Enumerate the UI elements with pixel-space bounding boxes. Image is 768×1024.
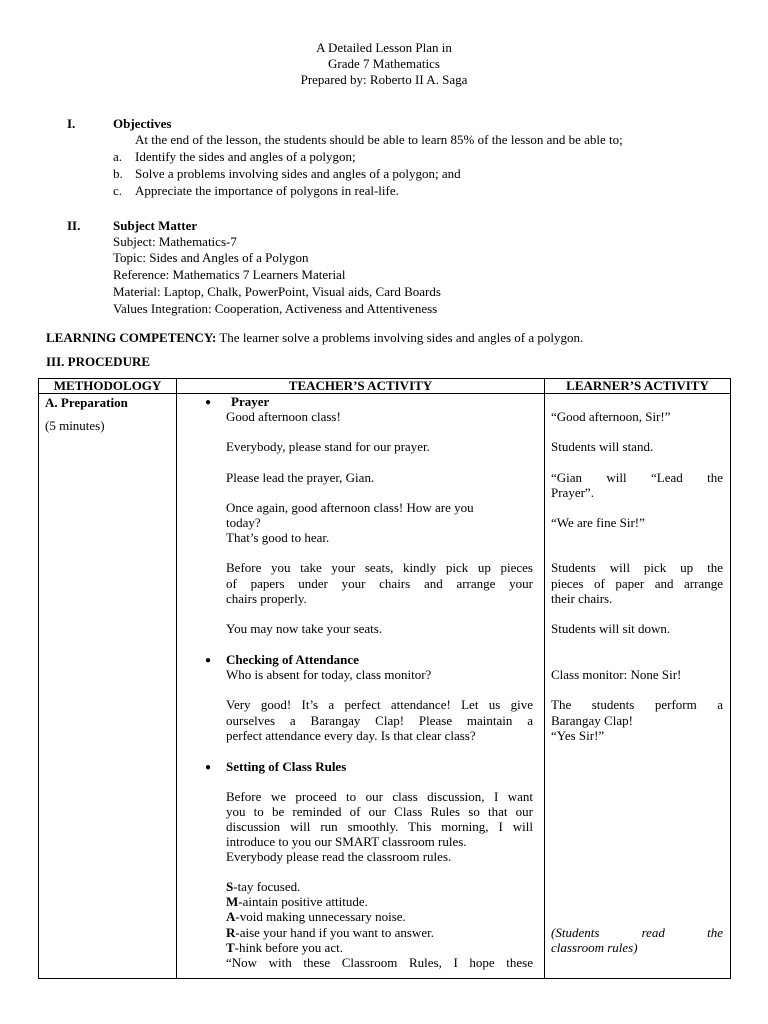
teacher-rules-4: introduce to you our SMART classroom rules.	[226, 834, 467, 849]
attendance-bullet-icon: ●	[205, 655, 212, 666]
teacher-greeting: Good afternoon class!	[226, 409, 341, 424]
learner-pick-1: Students will pick up the	[551, 560, 723, 575]
procedure-table	[38, 378, 731, 979]
smart-text: -aise your hand if you want to answer.	[235, 925, 434, 940]
learner-lead-1: “Gian will “Lead the	[551, 470, 723, 485]
teacher-seats-2: of papers under your chairs and arrange your	[226, 576, 533, 591]
smart-letter: T	[226, 940, 235, 955]
learner-pick-3: their chairs.	[551, 591, 613, 606]
teacher-once-again-2: today?	[226, 515, 261, 530]
teacher-lead: Please lead the prayer, Gian.	[226, 470, 375, 485]
teacher-activity-cell	[177, 394, 545, 979]
smart-letter: A	[226, 909, 236, 924]
learner-read-2: classroom rules)	[551, 940, 638, 955]
smart-rule-a	[226, 909, 406, 925]
objective-c: Appreciate the importance of polygons in real-life.	[135, 183, 399, 198]
teacher-good-to-hear: That’s good to hear.	[226, 530, 330, 545]
smart-rule-r	[226, 925, 434, 941]
learner-pick-2: pieces of paper and arrange	[551, 576, 723, 591]
subject-line: Subject: Mathematics-7	[113, 234, 237, 249]
objectives-intro: At the end of the lesson, the students should be able to learn 85% of the lesson and be able to;	[135, 132, 623, 147]
teacher-perfect-3: perfect attendance every day. Is that clear class?	[226, 728, 476, 743]
rules-bullet-icon: ●	[205, 762, 212, 773]
rules-heading: Setting of Class Rules	[226, 759, 347, 774]
learner-yes: “Yes Sir!”	[551, 728, 605, 743]
objectives-title: Objectives	[113, 116, 172, 131]
objective-b: Solve a problems involving sides and angles of a polygon; and	[135, 166, 461, 181]
smart-text: -void making unnecessary noise.	[235, 909, 406, 924]
smart-letter: R	[226, 925, 236, 940]
smart-text: -tay focused.	[233, 879, 301, 894]
teacher-seats-3: chairs properly.	[226, 591, 307, 606]
smart-letter: M	[226, 894, 239, 909]
header-teacher-activity: TEACHER’S ACTIVITY	[177, 379, 545, 394]
smart-letter: S	[226, 879, 234, 894]
table-row	[39, 394, 731, 979]
reference-line: Reference: Mathematics 7 Learners Material	[113, 267, 346, 282]
teacher-seats-1: Before you take your seats, kindly pick up pieces	[226, 560, 533, 575]
smart-rule-s	[226, 879, 300, 895]
learner-sit: Students will sit down.	[551, 621, 671, 636]
subject-matter-title: Subject Matter	[113, 218, 198, 233]
teacher-once-again-1: Once again, good afternoon class! How are you	[226, 500, 474, 515]
learner-clap-2: Barangay Clap!	[551, 713, 633, 728]
teacher-closing: “Now with these Classroom Rules, I hope these	[226, 955, 533, 970]
teacher-absent: Who is absent for today, class monitor?	[226, 667, 432, 682]
procedure-title: III. PROCEDURE	[46, 354, 151, 369]
prayer-bullet-icon: ●	[205, 397, 212, 408]
header-title: A Detailed Lesson Plan in	[316, 40, 452, 55]
header-author: Prepared by: Roberto II A. Saga	[300, 72, 468, 87]
header-learner-activity: LEARNER’S ACTIVITY	[545, 379, 731, 394]
smart-text: -hink before you act.	[234, 940, 343, 955]
teacher-rules-3: discussion will run smoothly. This morning, I will	[226, 819, 533, 834]
prayer-heading: Prayer	[231, 394, 270, 409]
learner-read-1: (Students read the	[551, 925, 723, 940]
learner-stand: Students will stand.	[551, 439, 654, 454]
objectives-numeral: I.	[67, 116, 76, 131]
teacher-rules-2: you to be reminded of our Class Rules so that our	[226, 804, 533, 819]
objective-a: Identify the sides and angles of a polygon;	[135, 149, 356, 164]
teacher-rules-5: Everybody please read the classroom rules.	[226, 849, 452, 864]
teacher-perfect-2: ourselves a Barangay Clap! Please maintain a	[226, 713, 533, 728]
learner-monitor: Class monitor: None Sir!	[551, 667, 682, 682]
learner-lead-2: Prayer”.	[551, 485, 594, 500]
teacher-rules-1: Before we proceed to our class discussion, I want	[226, 789, 533, 804]
learner-greeting: “Good afternoon, Sir!”	[551, 409, 671, 424]
competency-label: LEARNING COMPETENCY:	[46, 330, 217, 345]
material-line: Material: Laptop, Chalk, PowerPoint, Visual aids, Card Boards	[113, 284, 441, 299]
smart-rule-m	[226, 894, 368, 910]
learner-fine: “We are fine Sir!”	[551, 515, 645, 530]
attendance-heading: Checking of Attendance	[226, 652, 359, 667]
teacher-sit: You may now take your seats.	[226, 621, 383, 636]
objective-c-letter: c.	[113, 183, 123, 198]
values-line: Values Integration: Cooperation, Activeness and Attentiveness	[113, 301, 438, 316]
header-methodology: METHODOLOGY	[39, 379, 177, 394]
topic-line: Topic: Sides and Angles of a Polygon	[113, 250, 309, 265]
competency-text: The learner solve a problems involving sides and angles of a polygon.	[216, 330, 584, 345]
subject-matter-numeral: II.	[67, 218, 81, 233]
learner-activity-cell	[545, 394, 731, 979]
smart-rule-t	[226, 940, 343, 956]
teacher-stand: Everybody, please stand for our prayer.	[226, 439, 430, 454]
learner-clap-1: The students perform a	[551, 697, 723, 712]
teacher-perfect-1: Very good! It’s a perfect attendance! Let us give	[226, 697, 533, 712]
learning-competency	[46, 330, 583, 346]
smart-text: -aintain positive attitude.	[238, 894, 368, 909]
table-header-row	[39, 379, 731, 394]
objective-b-letter: b.	[113, 166, 123, 181]
methodology-duration: (5 minutes)	[45, 418, 105, 433]
objective-a-letter: a.	[113, 149, 123, 164]
methodology-title: A. Preparation	[45, 395, 128, 410]
header-grade: Grade 7 Mathematics	[328, 56, 440, 71]
methodology-cell	[39, 394, 177, 979]
